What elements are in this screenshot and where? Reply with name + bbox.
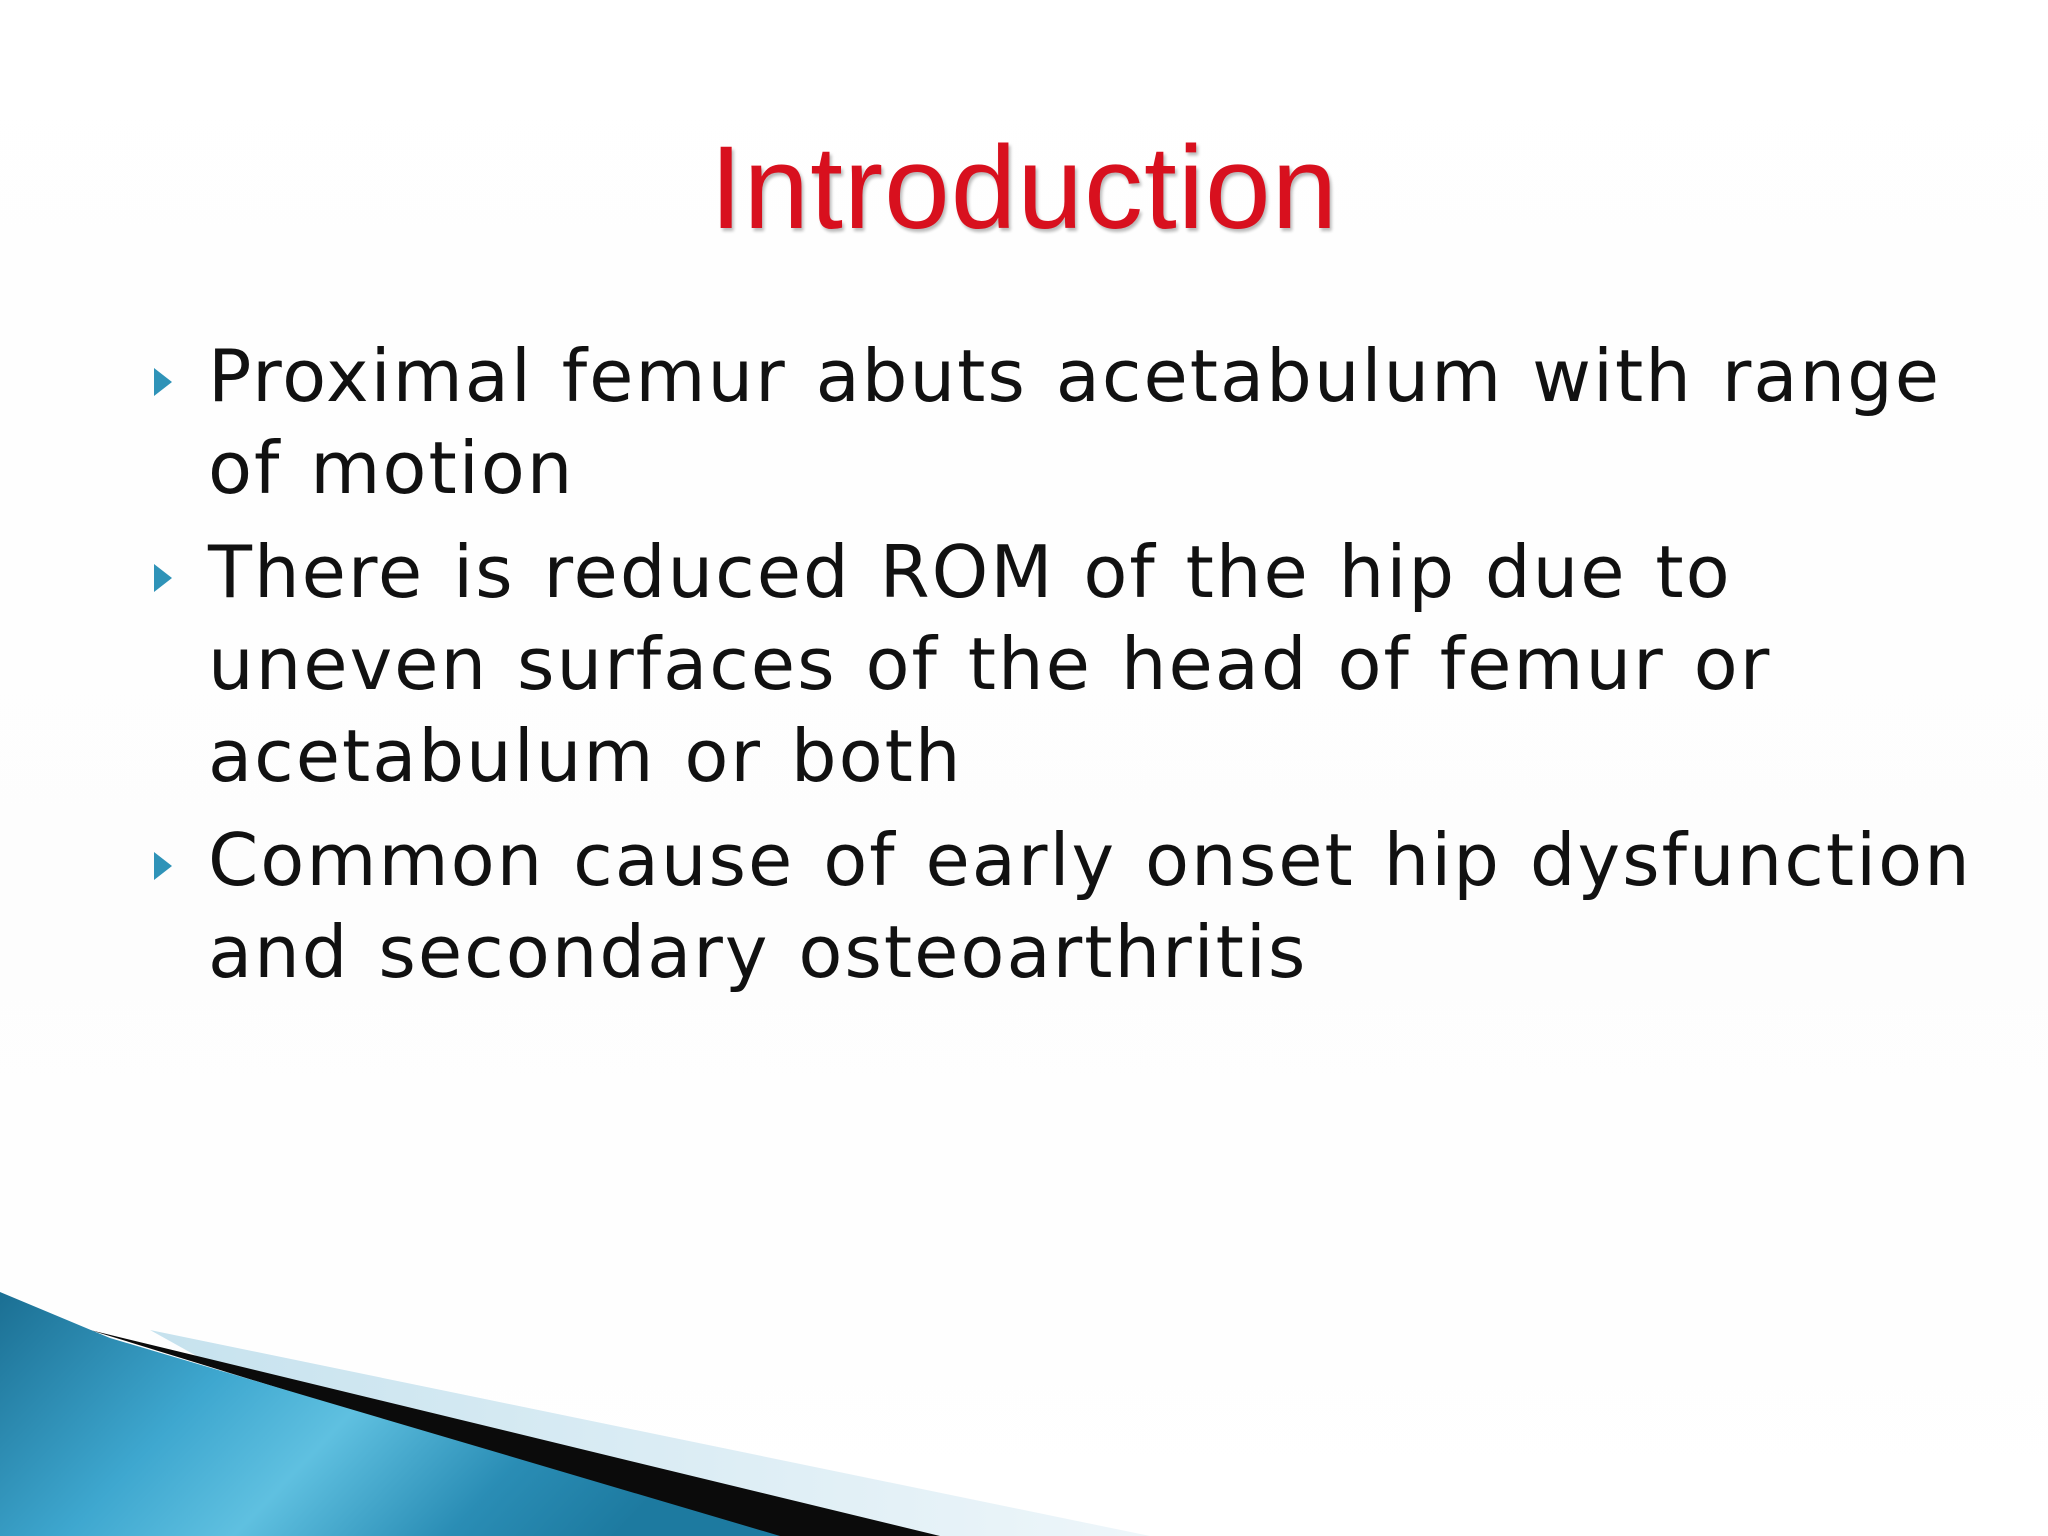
bullet-text: Proximal femur abuts acetabulum with range of motion [208, 334, 1942, 510]
list-item [142, 814, 2002, 998]
blue-wedge [0, 1292, 780, 1536]
triangle-right-icon [154, 368, 172, 396]
list-item [142, 526, 2002, 802]
list-item [142, 330, 2002, 514]
dark-wedge [90, 1330, 940, 1536]
slide-title: Introduction [709, 122, 1339, 254]
triangle-right-icon [154, 564, 172, 592]
bullet-list [142, 330, 2002, 1010]
pale-wedge [150, 1330, 1150, 1536]
triangle-right-icon [154, 852, 172, 880]
bullet-text: Common cause of early onset hip dysfunction and secondary osteoarthritis [208, 818, 1972, 994]
bullet-text: There is reduced ROM of the hip due to uneven surfaces of the head of femur or acetabulum or both [208, 530, 1772, 798]
